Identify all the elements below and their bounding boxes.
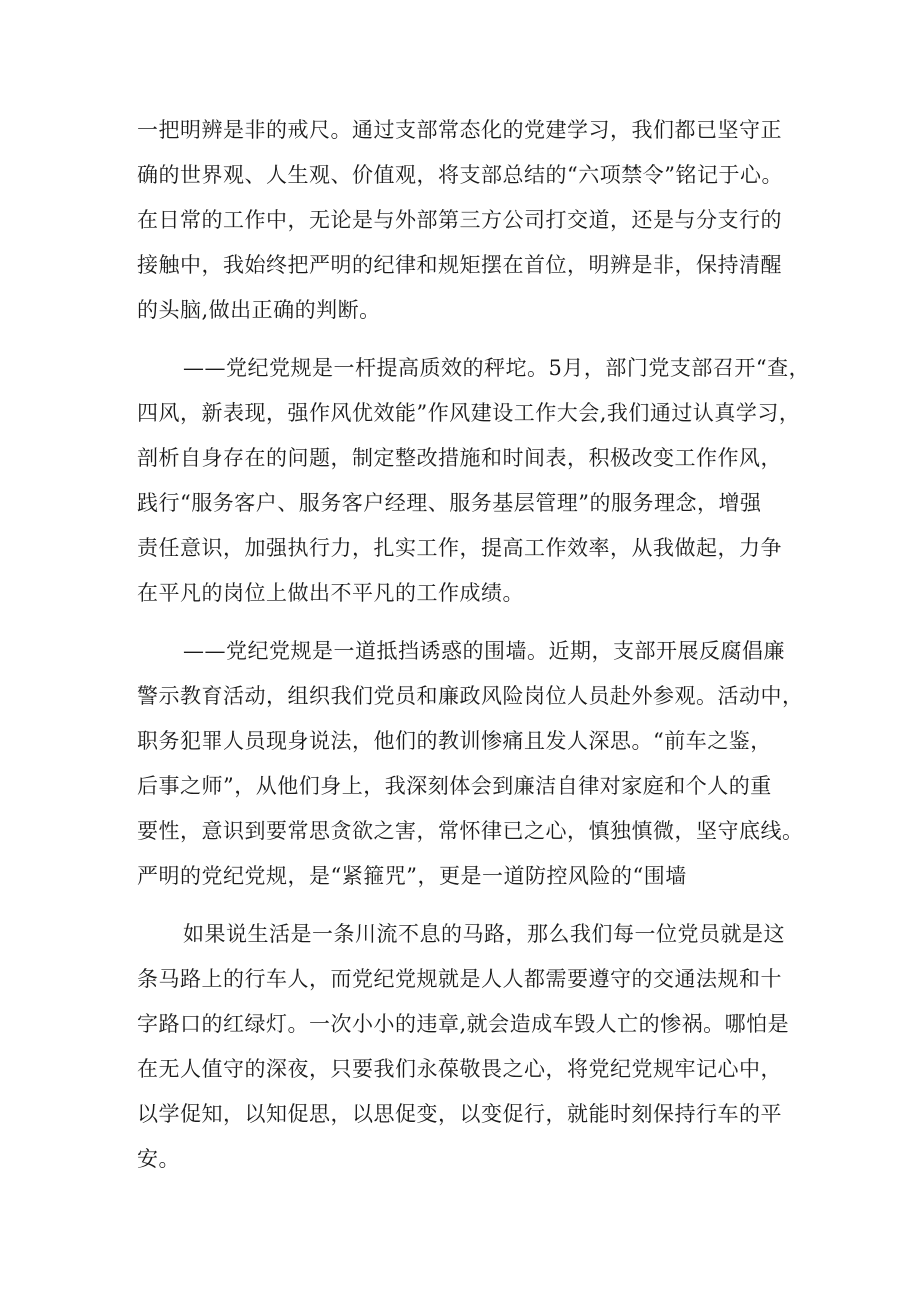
text-line: 后事之师”，从他们身上，我深刻体会到廉洁自律对家庭和个人的重: [137, 774, 772, 798]
text-line: 在无人值守的深夜，只要我们永葆敬畏之心，将党纪党规牢记心中，: [137, 1057, 782, 1081]
text-line: 以学促知，以知促思，以思促变，以变促行，就能时刻保持行车的平: [137, 1102, 782, 1126]
text-line: ——党纪党规是一道抵挡诱惑的围墙。近期，支部开展反腐倡廉: [183, 639, 785, 663]
text-line: 的头脑,做出正确的判断。: [137, 298, 381, 322]
text-line: 践行“服务客户、服务客户经理、服务基层管理”的服务理念，增强: [137, 491, 762, 515]
text-line: 安。: [137, 1147, 180, 1171]
text-line: 严明的党纪党规，是“紧箍咒”，更是一道防控风险的“围墙: [137, 864, 687, 888]
text-line: 在平凡的岗位上做出不平凡的工作成绩。: [137, 581, 524, 605]
text-line: 在日常的工作中，无论是与外部第三方公司打交道，还是与分支行的: [137, 208, 782, 232]
text-line: 四风，新表现，强作风优效能”作风建设工作大会,我们通过认真学习，: [137, 401, 801, 425]
text-line: ——党纪党规是一杆提高质效的秤坨。5月，部门党支部召开“查，: [183, 356, 811, 380]
text-line: 剖析自身存在的问题，制定整改措施和时间表，积极改变工作作风，: [137, 446, 782, 470]
text-line: 接触中，我始终把严明的纪律和规矩摆在首位，明辨是非，保持清醒: [137, 253, 782, 277]
text-line: 责任意识，加强执行力，扎实工作，提高工作效率，从我做起，力争: [137, 536, 782, 560]
text-line: 一把明辨是非的戒尺。通过支部常态化的党建学习，我们都已坚守正: [137, 118, 782, 142]
text-line: 要性，意识到要常思贪欲之害，常怀律已之心，慎独慎微，坚守底线。: [137, 819, 804, 843]
text-line: 条马路上的行车人，而党纪党规就是人人都需要遵守的交通法规和十: [137, 967, 782, 991]
text-line: 职务犯罪人员现身说法，他们的教训惨痛且发人深思。“前车之鉴，: [137, 729, 772, 753]
text-line: 如果说生活是一条川流不息的马路，那么我们每一位党员就是这: [183, 922, 785, 946]
text-line: 字路口的红绿灯。一次小小的违章,就会造成车毁人亡的惨祸。哪怕是: [137, 1012, 790, 1036]
text-line: 确的世界观、人生观、价值观，将支部总结的“六项禁令”铭记于心。: [137, 163, 783, 187]
text-line: 警示教育活动，组织我们党员和廉政风险岗位人员赴外参观。活动中，: [137, 684, 804, 708]
